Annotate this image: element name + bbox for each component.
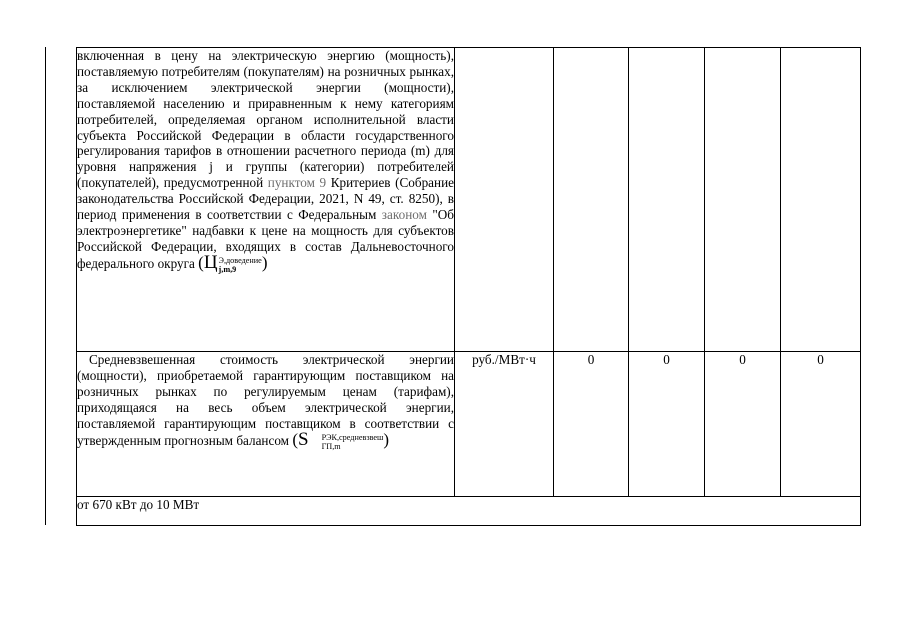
- formula-superscript: Э,доведение: [218, 255, 262, 265]
- description-text: включенная в цену на электрическую энергию (мощность), поставляемую потребителям (покупателям) на розничных рынках, за исключением электрической энергии (мощности), поставляемой населению и приравненным к нему категориям потребителей, определяемая органом исполнительной власти субъекта Российской Федерации в области государственного регулирования тарифов в отношении расчетного периода (m) для уровня напряжения j и группы (категории) потребителей (покупателей), предусмотренной: [77, 48, 454, 191]
- table-row: [77, 497, 861, 526]
- formula: (S РЭК,средневзвеш ГП,m ): [292, 428, 390, 451]
- value-cell: [629, 48, 705, 352]
- value-cell: 0: [554, 352, 629, 497]
- formula-symbol: S: [298, 428, 309, 450]
- unit-cell: [455, 48, 554, 352]
- description-text: Средневзвешенная стоимость электрической энергии (мощности), приобретаемой гарантирующим поставщиком на розничных рынках по регулируемым ценам (тарифам), приходящаяся на весь объем электрической энергии, поставляемой гарантирующим поставщиком в соответствии с утвержденным прогнозным балансом: [77, 352, 454, 448]
- formula-superscript: РЭК,средневзвеш: [321, 432, 384, 442]
- tariff-table: [76, 47, 861, 526]
- description-text: "Об электроэнергетике" надбавки к цене на мощность для субъектов Российской Федерации, входящих в состав Дальневосточного федерального округа: [77, 207, 454, 271]
- formula-symbol: Ц: [203, 251, 218, 273]
- reference-link[interactable]: пунктом 9: [267, 175, 327, 191]
- value-cell: 0: [705, 352, 781, 497]
- section-header-cell: от 670 кВт до 10 МВт: [77, 497, 861, 526]
- margin-change-marker: [45, 47, 46, 525]
- formula: (Ц Э,доведение j,m,9 ): [198, 251, 268, 274]
- unit-cell: руб./МВт·ч: [455, 352, 554, 497]
- row-description: [77, 352, 455, 497]
- value-cell: [781, 48, 861, 352]
- table-row: [77, 48, 861, 352]
- description-text: Критериев (Собрание законодательства Российской Федерации, 2021, N 49, ст. 8250), в период применения в соответствии с Федеральным: [77, 175, 455, 223]
- row-description: [77, 48, 455, 352]
- formula-subscript: j,m,9: [218, 264, 237, 274]
- value-cell: 0: [781, 352, 861, 497]
- table-row: [77, 352, 861, 497]
- value-cell: [705, 48, 781, 352]
- reference-link[interactable]: законом: [381, 207, 427, 223]
- value-cell: 0: [629, 352, 705, 497]
- formula-subscript: ГП,m: [321, 441, 341, 451]
- value-cell: [554, 48, 629, 352]
